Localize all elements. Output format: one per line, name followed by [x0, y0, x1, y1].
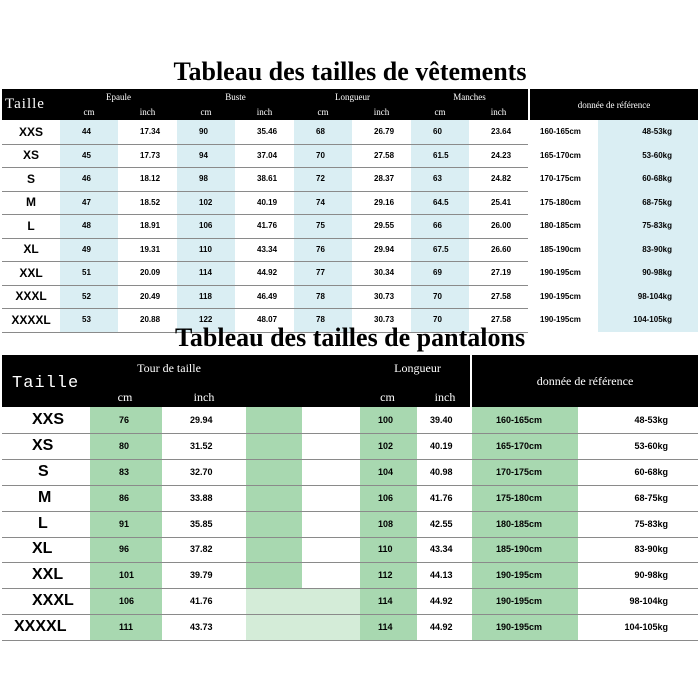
- measurement-value: 74: [316, 197, 325, 207]
- column-group-header: Longueur: [335, 92, 370, 102]
- measurement-value: 48: [82, 221, 91, 231]
- reference-header: donnée de référence: [536, 373, 634, 388]
- row-divider: [2, 214, 528, 215]
- waist-cm-value: 86: [119, 492, 130, 503]
- measurement-value: 47: [82, 197, 91, 207]
- length-inch-header: inch: [434, 389, 456, 404]
- height-reference: 190-195cm: [496, 622, 543, 633]
- waist-cm-value: 83: [119, 466, 130, 477]
- length-inch-value: 42.55: [430, 518, 453, 529]
- weight-reference: 75-83kg: [642, 221, 672, 231]
- size-label: XXS: [32, 410, 65, 428]
- height-reference: 190-195cm: [496, 596, 543, 607]
- measurement-value: 52: [82, 291, 91, 301]
- column-group-header: Buste: [225, 92, 246, 102]
- measurement-value: 106: [199, 221, 213, 231]
- length-cm-value: 100: [378, 414, 394, 425]
- length-inch-value: 44.13: [430, 570, 453, 581]
- weight-reference: 48-53kg: [634, 414, 668, 425]
- length-cm-header: cm: [380, 389, 395, 404]
- waist-inch-value: 32.70: [190, 466, 213, 477]
- measurement-value: 29.94: [374, 244, 395, 254]
- measurement-value: 114: [199, 268, 212, 278]
- height-reference: 165-170cm: [540, 150, 581, 160]
- weight-reference: 68-75kg: [642, 197, 672, 207]
- row-divider: [2, 588, 698, 589]
- waist-inch-value: 39.79: [190, 570, 213, 581]
- unit-cm-header: cm: [317, 107, 329, 117]
- size-label: S: [26, 171, 35, 186]
- measurement-value: 23.64: [491, 127, 512, 137]
- measurement-value: 75: [316, 221, 325, 231]
- waist-cm-header: cm: [117, 389, 133, 404]
- weight-reference: 98-104kg: [629, 596, 668, 607]
- measurement-value: 102: [199, 197, 213, 207]
- waist-inch-value: 33.88: [190, 492, 213, 503]
- measurement-value: 110: [199, 244, 212, 254]
- row-divider: [2, 433, 698, 434]
- weight-reference: 48-53kg: [642, 127, 672, 137]
- weight-reference: 104-105kg: [633, 315, 672, 325]
- height-reference: 175-180cm: [496, 492, 543, 503]
- measurement-value: 37.04: [257, 150, 278, 160]
- measurement-value: 29.55: [374, 221, 395, 231]
- waist-inch-value: 35.85: [190, 518, 213, 529]
- measurement-value: 118: [199, 291, 212, 301]
- height-reference: 190-195cm: [540, 315, 581, 325]
- measurement-value: 30.73: [374, 315, 395, 325]
- unit-inch-header: inch: [256, 107, 273, 117]
- size-label: XXXXL: [14, 618, 67, 636]
- size-label: XXL: [19, 265, 43, 280]
- row-divider: [2, 285, 528, 286]
- measurement-value: 20.49: [140, 291, 161, 301]
- measurement-value: 61.5: [433, 150, 449, 160]
- row-divider: [2, 167, 528, 168]
- length-inch-value: 44.92: [430, 622, 453, 633]
- measurement-value: 46.49: [257, 291, 278, 301]
- height-reference: 175-180cm: [540, 197, 581, 207]
- measurement-value: 44.92: [257, 268, 278, 278]
- row-divider: [2, 562, 698, 563]
- height-reference: 180-185cm: [496, 518, 543, 529]
- measurement-value: 60: [433, 127, 442, 137]
- measurement-value: 67.5: [433, 244, 449, 254]
- measurement-value: 70: [316, 150, 325, 160]
- measurement-value: 49: [82, 244, 91, 254]
- length-group-header: Longueur: [394, 360, 441, 375]
- column-group-header: Manches: [453, 92, 486, 102]
- measurement-value: 98: [199, 174, 208, 184]
- length-cm-value: 114: [378, 622, 393, 633]
- waist-cm-value: 111: [119, 622, 134, 633]
- row-divider: [2, 614, 698, 615]
- length-cm-value: 104: [378, 466, 394, 477]
- row-divider: [2, 191, 528, 192]
- height-reference: 190-195cm: [540, 268, 581, 278]
- measurement-value: 27.58: [491, 291, 512, 301]
- height-reference: 160-165cm: [496, 414, 543, 425]
- measurement-value: 27.58: [374, 150, 395, 160]
- measurement-value: 30.34: [374, 268, 395, 278]
- weight-reference: 68-75kg: [634, 492, 668, 503]
- column-group-header: Epaule: [106, 92, 131, 102]
- size-label: XXXXL: [11, 312, 51, 327]
- length-inch-value: 44.92: [430, 596, 453, 607]
- weight-reference: 90-98kg: [634, 570, 668, 581]
- measurement-value: 78: [316, 315, 325, 325]
- waist-inch-value: 29.94: [190, 414, 213, 425]
- waist-cm-value: 96: [119, 544, 130, 555]
- height-reference: 165-170cm: [496, 440, 543, 451]
- measurement-value: 18.12: [140, 174, 161, 184]
- measurement-value: 38.61: [257, 174, 278, 184]
- measurement-value: 20.09: [140, 268, 161, 278]
- length-cm-value: 106: [378, 492, 394, 503]
- size-label: M: [38, 488, 52, 506]
- length-cm-value: 102: [378, 440, 394, 451]
- size-label: XXS: [18, 124, 43, 139]
- waist-group-header: Tour de taille: [137, 360, 201, 375]
- measurement-value: 63: [433, 174, 442, 184]
- measurement-value: 28.37: [374, 174, 395, 184]
- measurement-value: 46: [82, 174, 91, 184]
- size-label: XXXL: [32, 592, 74, 610]
- measurement-value: 24.23: [491, 150, 512, 160]
- weight-reference: 104-105kg: [624, 622, 668, 633]
- height-reference: 190-195cm: [540, 291, 581, 301]
- measurement-value: 78: [316, 291, 325, 301]
- height-reference: 180-185cm: [540, 221, 581, 231]
- length-inch-value: 40.98: [430, 466, 453, 477]
- waist-cm-value: 101: [119, 570, 135, 581]
- length-cm-value: 108: [378, 518, 394, 529]
- size-label: XXXL: [15, 289, 47, 304]
- measurement-value: 76: [316, 244, 325, 254]
- length-inch-value: 39.40: [430, 414, 453, 425]
- measurement-value: 64.5: [433, 197, 449, 207]
- height-reference: 185-190cm: [496, 544, 543, 555]
- weight-reference: 60-68kg: [642, 174, 672, 184]
- unit-cm-header: cm: [200, 107, 212, 117]
- size-label: L: [27, 218, 35, 233]
- row-divider: [2, 459, 698, 460]
- measurement-value: 90: [199, 127, 208, 137]
- height-reference: 170-175cm: [496, 466, 543, 477]
- height-reference: 160-165cm: [540, 127, 581, 137]
- measurement-value: 17.34: [140, 127, 161, 137]
- clothes-table-title: Tableau des tailles de vêtements: [173, 57, 527, 86]
- measurement-value: 53: [82, 315, 91, 325]
- length-cm-value: 110: [378, 544, 393, 555]
- size-label: XL: [32, 540, 53, 558]
- waist-cm-value: 80: [119, 440, 130, 451]
- measurement-value: 26.60: [491, 244, 512, 254]
- measurement-value: 17.73: [140, 150, 161, 160]
- size-label: S: [38, 462, 49, 480]
- length-inch-value: 43.34: [430, 544, 453, 555]
- length-inch-value: 41.76: [430, 492, 453, 503]
- measurement-value: 69: [433, 268, 442, 278]
- measurement-value: 27.58: [491, 315, 512, 325]
- measurement-value: 51: [82, 268, 91, 278]
- size-label: L: [38, 514, 48, 532]
- length-cm-value: 112: [378, 570, 393, 581]
- row-divider: [2, 485, 698, 486]
- measurement-value: 35.46: [257, 127, 278, 137]
- size-label: XS: [22, 148, 39, 163]
- measurement-value: 19.31: [140, 244, 161, 254]
- measurement-value: 70: [433, 315, 442, 325]
- pants-table-title: Tableau des tailles de pantalons: [174, 323, 526, 352]
- height-reference: 190-195cm: [496, 570, 543, 581]
- measurement-value: 18.91: [140, 221, 161, 231]
- weight-reference: 75-83kg: [634, 518, 668, 529]
- measurement-value: 20.88: [140, 315, 161, 325]
- measurement-value: 41.76: [257, 221, 278, 231]
- measurement-value: 122: [199, 315, 213, 325]
- measurement-value: 30.73: [374, 291, 395, 301]
- weight-reference: 53-60kg: [634, 440, 668, 451]
- row-divider: [2, 308, 528, 309]
- weight-reference: 83-90kg: [642, 244, 672, 254]
- height-reference: 170-175cm: [540, 174, 581, 184]
- measurement-value: 40.19: [257, 197, 278, 207]
- size-header: Taille: [12, 373, 80, 393]
- waist-inch-value: 37.82: [190, 544, 213, 555]
- measurement-value: 68: [316, 127, 325, 137]
- waist-cm-value: 76: [119, 414, 130, 425]
- size-header: Taille: [5, 96, 45, 112]
- height-reference: 185-190cm: [540, 244, 581, 254]
- size-label: M: [26, 195, 36, 210]
- weight-reference: 60-68kg: [634, 466, 668, 477]
- measurement-value: 18.52: [140, 197, 161, 207]
- unit-inch-header: inch: [139, 107, 156, 117]
- row-divider: [2, 511, 698, 512]
- waist-inch-value: 41.76: [190, 596, 213, 607]
- waist-cm-value: 91: [119, 518, 130, 529]
- waist-inch-header: inch: [193, 389, 215, 404]
- unit-inch-header: inch: [490, 107, 507, 117]
- row-divider: [2, 238, 528, 239]
- measurement-value: 48.07: [257, 315, 278, 325]
- waist-cm-value: 106: [119, 596, 135, 607]
- measurement-value: 24.82: [491, 174, 512, 184]
- waist-inch-value: 31.52: [190, 440, 213, 451]
- measurement-value: 44: [82, 127, 91, 137]
- weight-reference: 98-104kg: [637, 291, 672, 301]
- waist-inch-value: 43.73: [190, 622, 213, 633]
- measurement-value: 25.41: [491, 197, 512, 207]
- measurement-value: 26.79: [374, 127, 395, 137]
- measurement-value: 94: [199, 150, 208, 160]
- unit-cm-header: cm: [83, 107, 95, 117]
- measurement-value: 70: [433, 291, 442, 301]
- size-label: XXL: [32, 566, 64, 584]
- weight-reference: 53-60kg: [642, 150, 672, 160]
- size-label: XS: [32, 436, 54, 454]
- size-label: XL: [23, 242, 39, 257]
- measurement-value: 45: [82, 150, 91, 160]
- weight-reference: 90-98kg: [642, 268, 672, 278]
- reference-header: donnée de référence: [577, 99, 651, 110]
- measurement-value: 43.34: [257, 244, 278, 254]
- unit-inch-header: inch: [373, 107, 390, 117]
- measurement-value: 29.16: [374, 197, 395, 207]
- row-divider: [2, 261, 528, 262]
- length-inch-value: 40.19: [430, 440, 453, 451]
- weight-reference: 83-90kg: [634, 544, 668, 555]
- row-divider: [2, 144, 528, 145]
- measurement-value: 72: [316, 174, 325, 184]
- length-cm-value: 114: [378, 596, 393, 607]
- row-divider: [2, 640, 698, 641]
- measurement-value: 27.19: [491, 268, 512, 278]
- measurement-value: 26.00: [491, 221, 512, 231]
- measurement-value: 77: [316, 268, 325, 278]
- unit-cm-header: cm: [434, 107, 446, 117]
- row-divider: [2, 537, 698, 538]
- measurement-value: 66: [433, 221, 442, 231]
